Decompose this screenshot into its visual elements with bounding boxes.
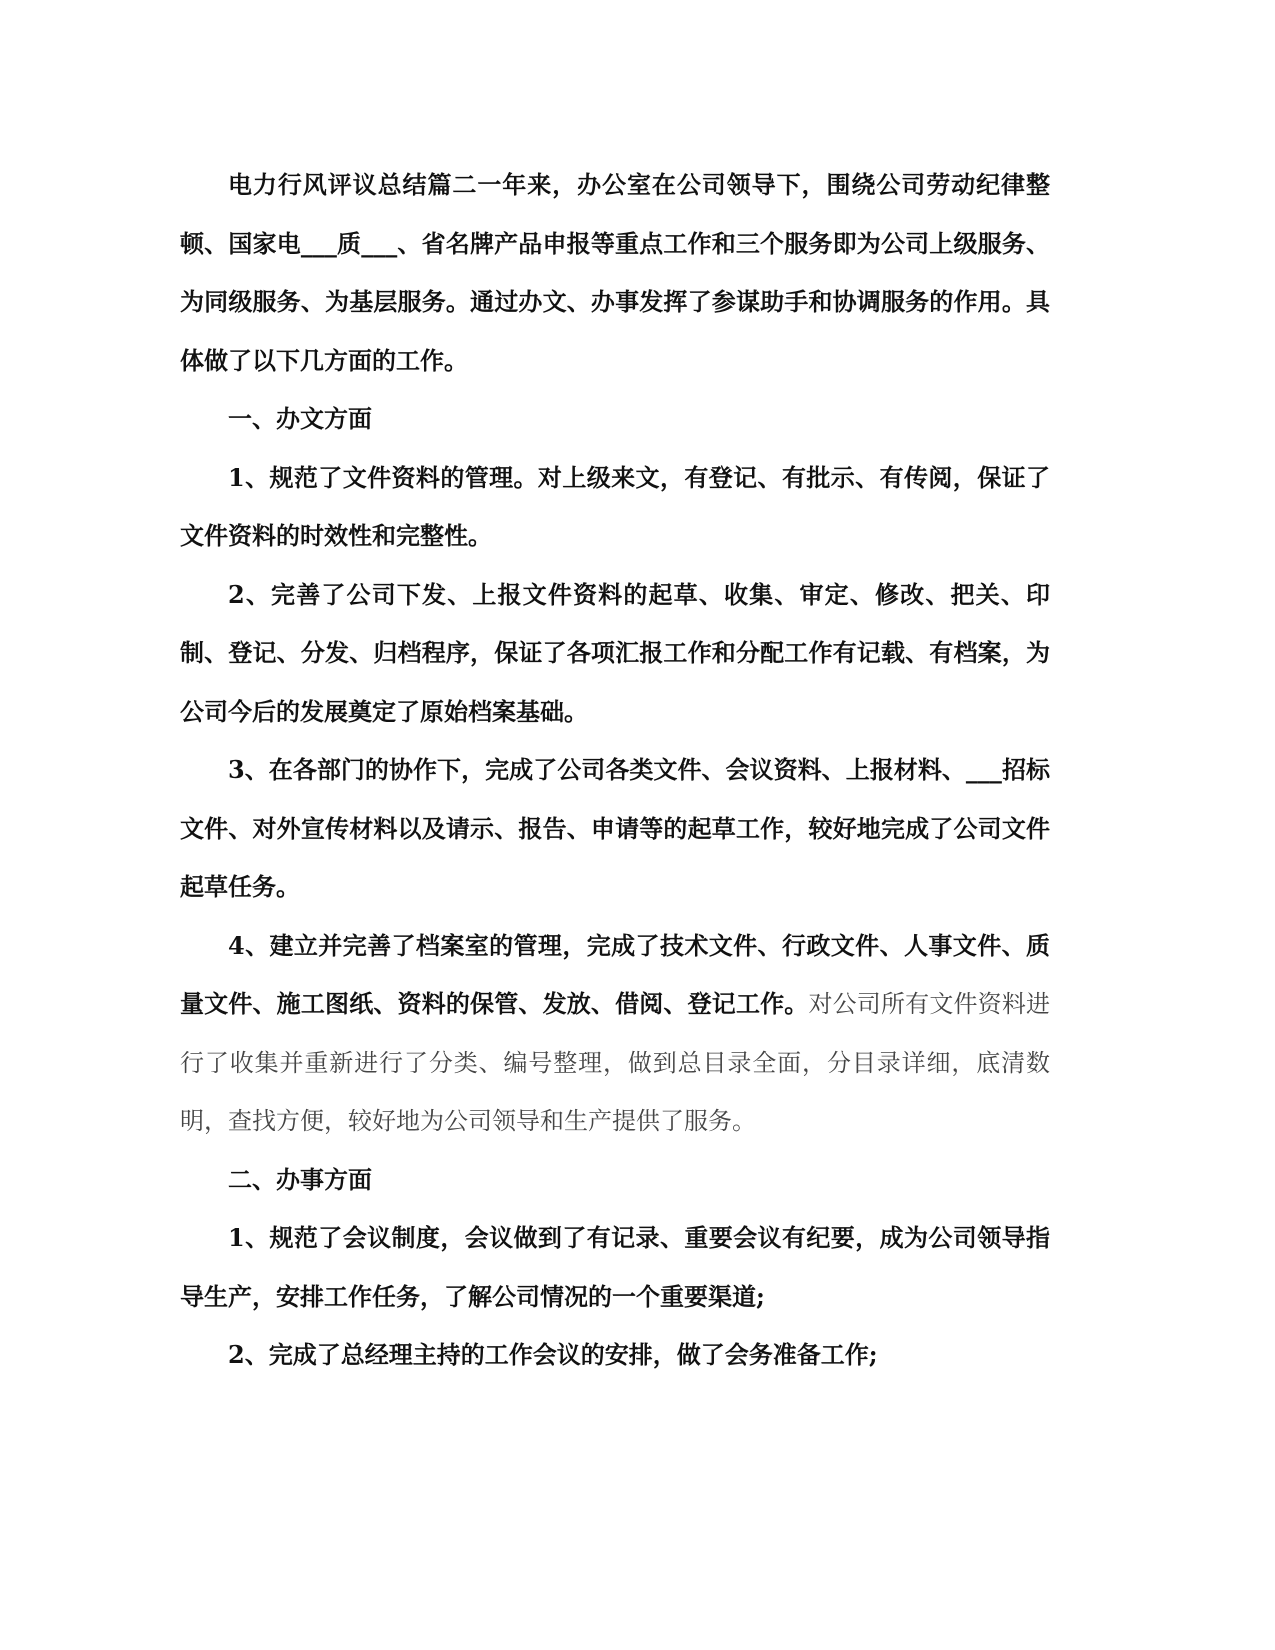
paragraph-intro: 电力行风评议总结篇二一年来，办公室在公司领导下，围绕公司劳动纪律整顿、国家电___质___、省名牌产品申报等重点工作和三个服务即为公司上级服务、为同级服务、为基层服务。通过办文、办事发挥了参谋助手和协调服务的作用。具体做了以下几方面的工作。 bbox=[180, 170, 1050, 375]
paragraph-item-1: 1、规范了文件资料的管理。对上级来文，有登记、有批示、有传阅，保证了文件资料的时效性和完整性。 bbox=[180, 462, 1050, 550]
paragraph-item-4-bold: 4、建立并完善了档案室的管理，完成了技术文件、行政文件、人事文件、质量文件、施工图纸、资料的保管、发放、借阅、登记工作。 bbox=[180, 930, 1050, 1018]
document-page bbox=[180, 156, 1050, 1385]
paragraph-item-4-light: 对公司所有文件资料进行了收集并重新进行了分类、编号整理，做到总目录全面，分目录详细，底清数明，查找方便，较好地为公司领导和生产提供了服务。 bbox=[180, 990, 1051, 1135]
paragraph-item-2: 2、完善了公司下发、上报文件资料的起草、收集、审定、修改、把关、印制、登记、分发、归档程序，保证了各项汇报工作和分配工作有记载、有档案，为公司今后的发展奠定了原始档案基础。 bbox=[180, 579, 1050, 726]
paragraph-item-4 bbox=[180, 917, 1050, 1151]
section-heading-writing: 一、办文方面 bbox=[228, 404, 372, 433]
paragraph-item-3: 3、在各部门的协作下，完成了公司各类文件、会议资料、上报材料、___招标文件、对外宣传材料以及请示、报告、申请等的起草工作，较好地完成了公司文件起草任务。 bbox=[180, 755, 1050, 901]
paragraph-affairs-1: 1、规范了会议制度，会议做到了有记录、重要会议有纪要，成为公司领导指导生产，安排工作任务，了解公司情况的一个重要渠道; bbox=[180, 1223, 1050, 1311]
section-heading-affairs: 二、办事方面 bbox=[228, 1164, 372, 1194]
paragraph-affairs-2: 2、完成了总经理主持的工作会议的安排，做了会务准备工作; bbox=[228, 1340, 878, 1369]
